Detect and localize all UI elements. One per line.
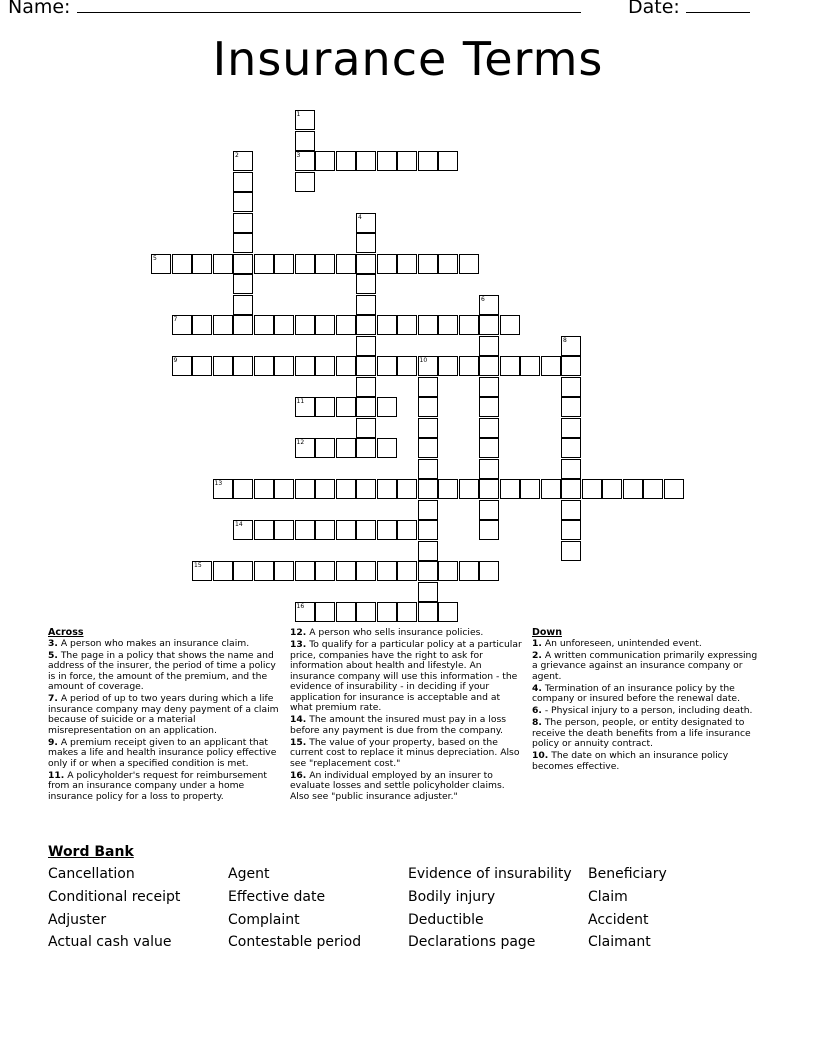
crossword-cell[interactable] [315, 254, 335, 274]
crossword-cell[interactable] [377, 315, 397, 335]
crossword-cell[interactable] [418, 397, 438, 417]
clue-number: 8 [563, 336, 567, 344]
date-label: Date: [628, 0, 680, 18]
word-bank-item: Claim [588, 889, 628, 905]
crossword-cell[interactable] [295, 520, 315, 540]
crossword-cell[interactable] [418, 479, 438, 499]
word-bank-item: Agent [228, 866, 270, 882]
crossword-cell[interactable] [233, 254, 253, 274]
crossword-cell[interactable] [377, 356, 397, 376]
crossword-cell[interactable] [479, 459, 499, 479]
crossword-cell[interactable] [377, 254, 397, 274]
clue-down-4: 4. Termination of an insurance policy by the company or insured before the renewal date. [532, 682, 740, 704]
crossword-cell[interactable] [459, 356, 479, 376]
crossword-cell[interactable] [336, 397, 356, 417]
crossword-cell[interactable] [397, 315, 417, 335]
crossword-cell[interactable] [479, 479, 499, 499]
crossword-cell[interactable] [315, 438, 335, 458]
word-bank-item: Conditional receipt [48, 889, 181, 905]
crossword-cell[interactable] [377, 397, 397, 417]
crossword-cell[interactable] [151, 254, 171, 274]
crossword-cell[interactable] [479, 377, 499, 397]
crossword-cell[interactable] [479, 500, 499, 520]
crossword-cell[interactable] [213, 356, 233, 376]
crossword-cell[interactable] [377, 438, 397, 458]
clue-across-14: 14. The amount the insured must pay in a loss before any payment is due from the company. [290, 714, 507, 736]
crossword-cell[interactable] [438, 151, 458, 171]
crossword-cell[interactable] [254, 254, 274, 274]
word-bank-item: Accident [588, 912, 649, 928]
clue-number: 5 [153, 254, 157, 262]
crossword-cell[interactable] [336, 151, 356, 171]
across-clues-col2 [290, 628, 522, 804]
crossword-cell[interactable] [356, 397, 376, 417]
clue-across-13: 13. To qualify for a particular policy at a particular price, companies have the right to ask for information about health and lifestyle. An insurance company will use this information - the evidence of insurability - in deciding if your application for insurance is acceptable and at what premium rate. [290, 639, 522, 713]
crossword-cell[interactable] [233, 274, 253, 294]
crossword-cell[interactable] [438, 561, 458, 581]
clue-number: 16 [296, 603, 305, 610]
crossword-cell[interactable] [479, 418, 499, 438]
crossword-cell[interactable] [274, 479, 294, 499]
crossword-cell[interactable] [438, 479, 458, 499]
crossword-cell[interactable] [274, 520, 294, 540]
crossword-cell[interactable] [356, 602, 376, 622]
crossword-cell[interactable] [377, 520, 397, 540]
word-bank-item: Evidence of insurability [408, 866, 572, 882]
crossword-cell[interactable] [561, 356, 581, 376]
clue-across-11: 11. A policyholder's request for reimbursement from an insurance company under a home insurance policy for a loss to property. [48, 769, 267, 802]
crossword-cell[interactable] [295, 254, 315, 274]
crossword-cell[interactable] [172, 315, 192, 335]
crossword-cell[interactable] [315, 520, 335, 540]
crossword-cell[interactable] [418, 254, 438, 274]
word-bank-item: Adjuster [48, 912, 107, 928]
crossword-cell[interactable] [233, 213, 253, 233]
crossword-cell[interactable] [356, 315, 376, 335]
word-bank-item: Declarations page [408, 934, 536, 950]
name-label: Name: [8, 0, 71, 18]
crossword-cell[interactable] [418, 500, 438, 520]
word-bank-item: Cancellation [48, 866, 135, 882]
clue-number: 2 [235, 152, 239, 159]
crossword-cell[interactable] [213, 561, 233, 581]
crossword-cell[interactable] [213, 479, 233, 499]
crossword-cell[interactable] [315, 151, 335, 171]
crossword-cell[interactable] [295, 479, 315, 499]
crossword-cell[interactable] [336, 254, 356, 274]
crossword-cell[interactable] [438, 254, 458, 274]
crossword-cell[interactable] [192, 356, 212, 376]
crossword-cell[interactable] [254, 479, 274, 499]
crossword-cell[interactable] [192, 254, 212, 274]
crossword-cell[interactable] [377, 479, 397, 499]
clue-number: 3 [296, 152, 301, 159]
clue-across-15: 15. The value of your property, based on the current cost to replace it minus depreciation. Also see "replacement cost." [290, 736, 520, 769]
crossword-cell[interactable] [336, 479, 356, 499]
crossword-cell[interactable] [397, 151, 417, 171]
crossword-cell[interactable] [233, 295, 253, 315]
crossword-cell[interactable] [356, 254, 376, 274]
crossword-cell[interactable] [254, 315, 274, 335]
word-bank-item: Effective date [228, 889, 326, 905]
crossword-cell[interactable] [541, 356, 561, 376]
crossword-cell[interactable] [233, 192, 253, 212]
crossword-cell[interactable] [295, 110, 315, 130]
crossword-cell[interactable] [295, 315, 315, 335]
crossword-cell[interactable] [500, 315, 520, 335]
crossword-cell[interactable] [295, 131, 315, 151]
word-bank-item: Bodily injury [408, 889, 496, 905]
crossword-cell[interactable] [479, 397, 499, 417]
word-bank-item: Claimant [588, 934, 651, 950]
crossword-cell[interactable] [418, 315, 438, 335]
crossword-cell[interactable] [213, 315, 233, 335]
clue-number: 11 [296, 398, 305, 405]
crossword-cell[interactable] [459, 479, 479, 499]
clue-down-1: 1. An unforeseen, unintended event. [532, 637, 702, 649]
clue-number: 7 [173, 316, 178, 323]
crossword-cell[interactable] [356, 377, 376, 397]
word-bank-item: Complaint [228, 912, 300, 928]
crossword-cell[interactable] [438, 315, 458, 335]
crossword-cell[interactable] [356, 233, 376, 253]
crossword-cell[interactable] [356, 356, 376, 376]
clue-across-3: 3. A person who makes an insurance claim. [48, 637, 250, 649]
crossword-cell[interactable] [479, 336, 499, 356]
clue-number: 15 [194, 562, 202, 569]
crossword-cell[interactable] [192, 315, 212, 335]
crossword-cell[interactable] [479, 561, 499, 581]
crossword-cell[interactable] [274, 356, 294, 376]
crossword-cell[interactable] [438, 356, 458, 376]
down-clues [532, 628, 762, 774]
crossword-cell[interactable] [643, 479, 663, 499]
crossword-cell[interactable] [356, 274, 376, 294]
clue-number: 13 [214, 480, 223, 487]
word-bank-item: Contestable period [228, 934, 362, 950]
crossword-cell[interactable] [336, 315, 356, 335]
crossword-cell[interactable] [520, 356, 540, 376]
crossword-cell[interactable] [397, 520, 417, 540]
crossword-cell[interactable] [418, 438, 438, 458]
clue-down-6: 6. - Physical injury to a person, including death. [532, 705, 753, 716]
clue-number: 6 [481, 295, 485, 303]
across-heading: Across [48, 627, 84, 638]
crossword-cell[interactable] [336, 520, 356, 540]
crossword-cell[interactable] [561, 520, 581, 540]
crossword-cell[interactable] [479, 356, 499, 376]
crossword-cell[interactable] [233, 172, 253, 192]
across-clues-col1 [48, 628, 280, 804]
crossword-cell[interactable] [459, 315, 479, 335]
crossword-cell[interactable] [664, 479, 684, 499]
crossword-cell[interactable] [623, 479, 643, 499]
crossword-cell[interactable] [582, 479, 602, 499]
crossword-cell[interactable] [213, 254, 233, 274]
crossword-cell[interactable] [356, 479, 376, 499]
crossword-cell[interactable] [397, 356, 417, 376]
crossword-cell[interactable] [315, 315, 335, 335]
crossword-cell[interactable] [418, 520, 438, 540]
crossword-cell[interactable] [295, 397, 315, 417]
crossword-cell[interactable] [356, 418, 376, 438]
crossword-cell[interactable] [561, 459, 581, 479]
crossword-cell[interactable] [602, 479, 622, 499]
crossword-cell[interactable] [172, 356, 192, 376]
clue-across-12: 12. A person who sells insurance policies. [290, 627, 484, 638]
crossword-cell[interactable] [377, 602, 397, 622]
crossword-cell[interactable] [295, 561, 315, 581]
crossword-cell[interactable] [233, 315, 253, 335]
crossword-cell[interactable] [356, 520, 376, 540]
crossword-cell[interactable] [479, 438, 499, 458]
crossword-cell[interactable] [561, 336, 581, 356]
crossword-cell[interactable] [295, 356, 315, 376]
clue-number: 4 [358, 213, 362, 221]
crossword-cell[interactable] [254, 561, 274, 581]
crossword-cell[interactable] [315, 561, 335, 581]
crossword-cell[interactable] [356, 151, 376, 171]
word-bank-item: Deductible [408, 912, 484, 928]
crossword-cell[interactable] [356, 336, 376, 356]
crossword-cell[interactable] [315, 397, 335, 417]
crossword-cell[interactable] [561, 397, 581, 417]
crossword-cell[interactable] [295, 438, 315, 458]
crossword-cell[interactable] [479, 295, 499, 315]
crossword-cell[interactable] [500, 356, 520, 376]
crossword-cell[interactable] [438, 602, 458, 622]
crossword-cell[interactable] [233, 520, 253, 540]
clue-number: 10 [419, 357, 428, 364]
crossword-cell[interactable] [500, 479, 520, 499]
crossword-cell[interactable] [336, 561, 356, 581]
crossword-cell[interactable] [418, 561, 438, 581]
crossword-cell[interactable] [336, 356, 356, 376]
crossword-cell[interactable] [233, 151, 253, 171]
crossword-cell[interactable] [315, 602, 335, 622]
crossword-cell[interactable] [561, 377, 581, 397]
crossword-cell[interactable] [336, 602, 356, 622]
clue-down-2: 2. A written communication primarily expressing a grievance against an insurance company or agent. [532, 649, 758, 682]
crossword-cell[interactable] [377, 561, 397, 581]
crossword-cell[interactable] [274, 561, 294, 581]
crossword-cell[interactable] [295, 172, 315, 192]
down-heading: Down [532, 627, 562, 638]
clue-across-16: 16. An individual employed by an insurer to evaluate losses and settle policyholder claims. Also see "public insurance adjuster." [290, 769, 505, 802]
crossword-cell[interactable] [561, 418, 581, 438]
crossword-cell[interactable] [418, 602, 438, 622]
crossword-cell[interactable] [459, 254, 479, 274]
crossword-cell[interactable] [541, 479, 561, 499]
crossword-cell[interactable] [561, 479, 581, 499]
clue-across-7: 7. A period of up to two years during which a life insurance company may deny payment of a claim because of suicide or a material misrepresentation on an application. [48, 693, 279, 736]
crossword-cell[interactable] [356, 438, 376, 458]
crossword-cell[interactable] [274, 315, 294, 335]
clue-number: 1 [296, 111, 301, 118]
crossword-cell[interactable] [377, 151, 397, 171]
crossword-cell[interactable] [418, 459, 438, 479]
crossword-cell[interactable] [479, 315, 499, 335]
crossword-cell[interactable] [295, 151, 315, 171]
crossword-cell[interactable] [233, 561, 253, 581]
clue-across-5: 5. The page in a policy that shows the name and address of the insurer, the period of time a policy is in force, the amount of the premium, and the amount of coverage. [48, 649, 276, 692]
crossword-cell[interactable] [418, 356, 438, 376]
crossword-cell[interactable] [397, 561, 417, 581]
crossword-cell[interactable] [418, 377, 438, 397]
clue-number: 12 [296, 439, 305, 446]
crossword-cell[interactable] [336, 438, 356, 458]
crossword-cell[interactable] [418, 151, 438, 171]
clue-number: 14 [235, 521, 243, 528]
crossword-cell[interactable] [418, 541, 438, 561]
crossword-cell[interactable] [192, 561, 212, 581]
crossword-cell[interactable] [397, 479, 417, 499]
crossword-cell[interactable] [397, 602, 417, 622]
crossword-cell[interactable] [274, 254, 294, 274]
crossword-cell[interactable] [356, 295, 376, 315]
word-bank-item: Actual cash value [48, 934, 172, 950]
crossword-cell[interactable] [233, 233, 253, 253]
crossword-cell[interactable] [418, 418, 438, 438]
crossword-cell[interactable] [295, 602, 315, 622]
crossword-cell[interactable] [397, 254, 417, 274]
crossword-cell[interactable] [356, 213, 376, 233]
crossword-cell[interactable] [356, 561, 376, 581]
crossword-cell[interactable] [561, 438, 581, 458]
page-title: Insurance Terms [212, 32, 604, 86]
clue-number: 9 [173, 357, 178, 364]
crossword-cell[interactable] [459, 561, 479, 581]
crossword-cell[interactable] [254, 356, 274, 376]
crossword-cell[interactable] [233, 479, 253, 499]
crossword-cell[interactable] [315, 356, 335, 376]
crossword-cell[interactable] [479, 520, 499, 540]
word-bank-item: Beneficiary [588, 866, 667, 882]
crossword-cell[interactable] [233, 356, 253, 376]
word-bank-title: Word Bank [48, 844, 134, 860]
crossword-cell[interactable] [172, 254, 192, 274]
crossword-cell[interactable] [418, 582, 438, 602]
crossword-cell[interactable] [561, 500, 581, 520]
clue-down-10: 10. The date on which an insurance policy becomes effective. [532, 750, 729, 772]
crossword-cell[interactable] [315, 479, 335, 499]
crossword-cell[interactable] [520, 479, 540, 499]
crossword-cell[interactable] [254, 520, 274, 540]
crossword-cell[interactable] [561, 541, 581, 561]
clue-across-9: 9. A premium receipt given to an applicant that makes a life and health insurance policy effective only if or when a specified condition is met. [48, 736, 277, 769]
clue-down-8: 8. The person, people, or entity designated to receive the death benefits from a life insurance policy or annuity contract. [532, 717, 751, 749]
